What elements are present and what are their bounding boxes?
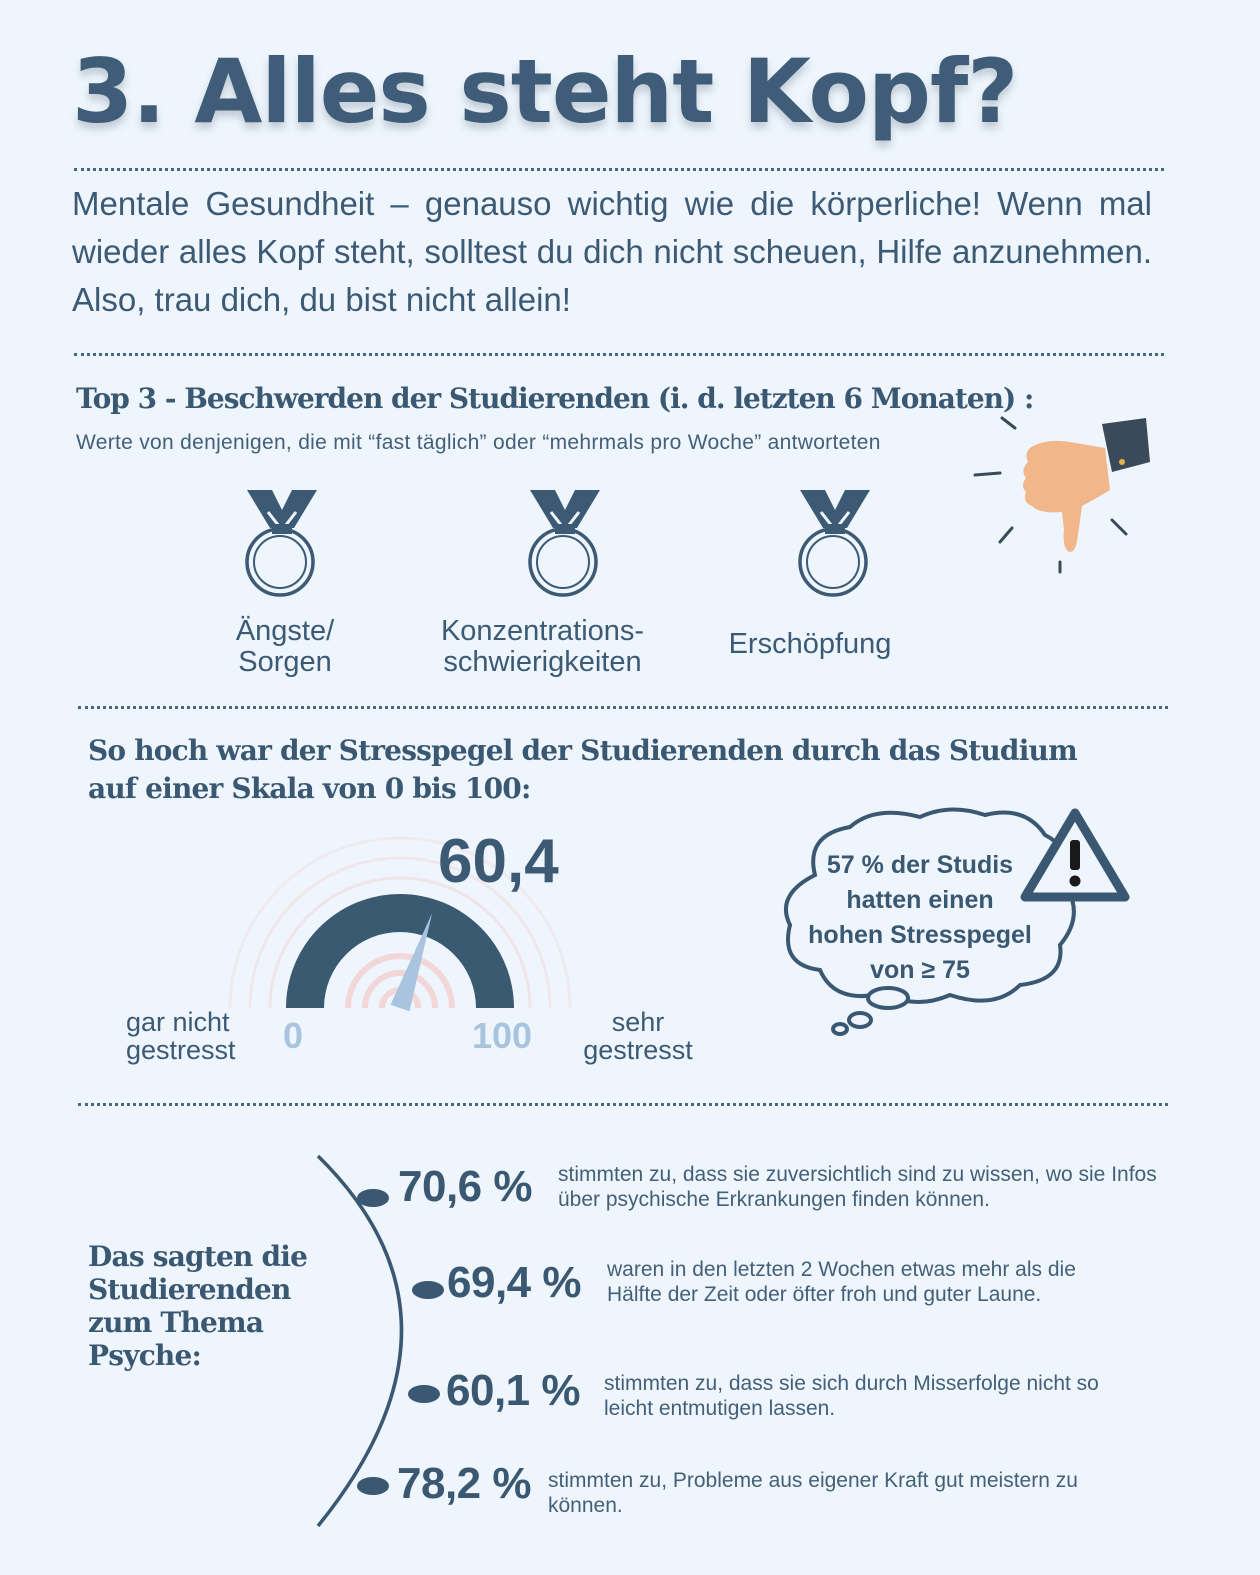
complaints-heading: Top 3 - Beschwerden der Studierenden (i. d. letzten 6 Monaten) : bbox=[76, 382, 1034, 415]
divider bbox=[74, 353, 1164, 356]
complaint-label: Erschöpfung bbox=[728, 628, 892, 660]
statement-text: stimmten zu, dass sie sich durch Misserfolge nicht so leicht entmutigen lassen. bbox=[604, 1372, 1099, 1420]
complaints-subtitle: Werte von denjenigen, die mit “fast täglich” oder “mehrmals pro Woche” antworteten bbox=[76, 431, 881, 454]
stress-value: 60,4 bbox=[438, 827, 559, 896]
thumbs-down-icon bbox=[970, 410, 1155, 580]
percent-value: 69,4 % bbox=[447, 1258, 581, 1307]
percent-value: 78,2 % bbox=[397, 1459, 531, 1508]
psyche-heading: Das sagten die Studierenden zum Thema Psyche: bbox=[88, 1240, 308, 1372]
stress-heading: So hoch war der Stresspegel der Studierenden durch das Studium auf einer Skala von 0 bis 100: bbox=[88, 734, 1077, 805]
percent-value: 60,1 % bbox=[446, 1366, 580, 1415]
divider bbox=[74, 168, 1164, 171]
complaint-label: Ängste/ Sorgen bbox=[235, 615, 335, 678]
divider bbox=[78, 1103, 1168, 1106]
divider bbox=[78, 706, 1168, 709]
scale-label-right: sehr gestresst bbox=[583, 1007, 693, 1065]
medal-icon bbox=[525, 488, 605, 604]
scale-max: 100 bbox=[472, 1015, 533, 1056]
medal-icon bbox=[795, 488, 875, 604]
scale-min: 0 bbox=[283, 1015, 304, 1056]
complaint-label: Konzentrations- schwierigkeiten bbox=[440, 615, 645, 678]
cloud-text: 57 % der Studis hatten einen hohen Stresspegel von ≥ 75 bbox=[808, 851, 1032, 984]
statement-text: stimmten zu, Probleme aus eigener Kraft gut meistern zu können. bbox=[548, 1469, 1078, 1517]
percent-value: 70,6 % bbox=[398, 1162, 532, 1211]
statement-text: stimmten zu, dass sie zuversichtlich sind zu wissen, wo sie Infos über psychische Erkrankungen finden können. bbox=[558, 1163, 1157, 1211]
scale-label-left: gar nicht gestresst bbox=[126, 1007, 236, 1065]
medal-icon bbox=[242, 488, 322, 604]
statement-text: waren in den letzten 2 Wochen etwas mehr als die Hälfte der Zeit oder öfter froh und guter Laune. bbox=[607, 1258, 1076, 1306]
page-title: 3. Alles steht Kopf? bbox=[72, 40, 1018, 143]
intro-text: Mentale Gesundheit – genauso wichtig wie die körperliche! Wenn mal wieder alles Kopf steht, solltest du dich nicht scheuen, Hilfe anzunehmen. Also, trau dich, du bist nicht allein! bbox=[72, 185, 1152, 318]
